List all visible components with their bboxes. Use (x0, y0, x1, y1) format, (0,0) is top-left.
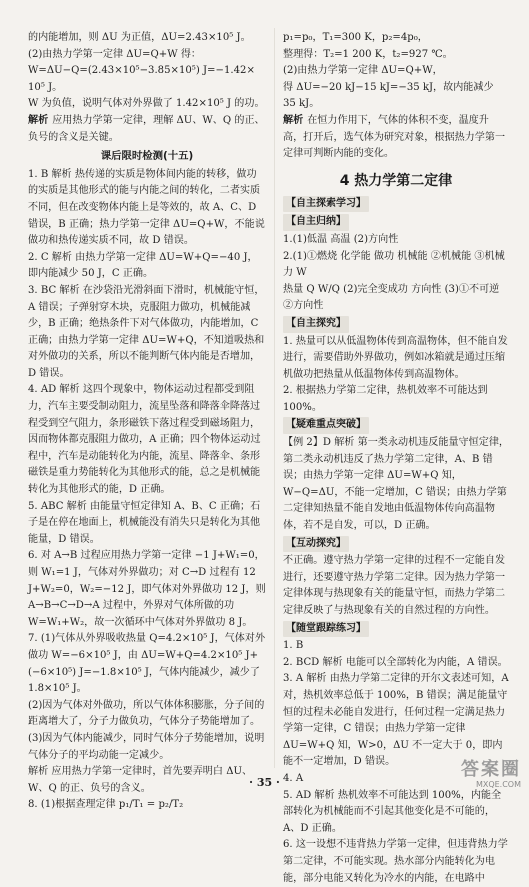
chapter-title: 4 热力学第二定律 (339, 172, 453, 189)
answer-item: 解析 应用热力学第一定律时，首先要弄明白 ΔU、W、Q 的正、负号的含义。 (28, 766, 253, 794)
text-line: (2)由热力学第一定律 ΔU=Q+W， (283, 65, 443, 77)
text-line: W=ΔU−Q=(2.43×10⁵−3.85×10⁵) J=−1.42× (28, 65, 255, 77)
answer-item: (2)因为气体对外做功，所以气体体积膨胀，分子间的距离增大了，分子力做负功，气体分子势能增加了。 (28, 699, 265, 728)
text-line: 10⁵ J。 (28, 81, 63, 93)
text-line: 1.(1)低温 高温 (2)方向性 (283, 233, 399, 245)
answer-item: 6. 对 A→B 过程应用热力学第一定律 −1 J+W₁=0，则 W₁=1 J，气体对外界做功；对 C→D 过程有 12 J+W₂=0，W₂=−12 J，即气体对外界做功 12 J，则 A→B→C→D→A 过程中，外界对气体所做的功 W=W₁+W₂，故一次循环中气体对外界做功 8 J。 (28, 550, 266, 628)
answer-item: 2. C 解析 由热力学第一定律 ΔU=W+Q=−40 J，即内能减少 50 J，C 正确。 (28, 251, 258, 280)
text-line: 的内能增加，则 ΔU 为正值，ΔU=2.43×10⁵ J。 (28, 32, 251, 43)
text-line: 不正确。遵守热力学第一定律的过程不一定能自发进行，还要遵守热力学第二定律。因为热力学第一定律体现与热现象有关的能量守恒，而热力学第二定律反映了与热现象有关的自然过程的方向性。 (283, 555, 506, 616)
text-line: 得 ΔU=−20 kJ−15 kJ=−35 kJ，故内能减少 35 kJ。 (283, 81, 494, 110)
column-divider (274, 28, 275, 768)
watermark-logo (461, 760, 521, 790)
text-line: 整理得：T₂=1 200 K，t₂=927 ℃。 (283, 48, 453, 60)
analysis-paragraph: 解析 在恒力作用下，气体的体积不变，温度升高，打开后，选气体为研究对象，根据热力学第一定律可判断内能的变化。 (283, 114, 506, 160)
answer-item: 6. 这一设想不违背热力学第一定律，但违背热力学第二定律，不可能实现。热水部分内能转化为电能，部分电能又转化为冷水的内能，在电路中 (283, 839, 508, 884)
section-tag: 【自主归纳】 (283, 214, 349, 231)
example-answer: 【例 2】D 解析 第一类永动机违反能量守恒定律，第二类永动机违反了热力学第二定律，A、B 错误；由热力学第一定律 ΔU=W+Q 知，W−Q=ΔU，不能一定增加，C 错误；由热力学第二定律知热量不能自发地由低温物体传向高温物体，若不是自发，可以，D 正确。 (283, 437, 510, 532)
text-line: 1. 热量可以从低温物体传到高温物体，但不能自发进行，需要借助外界做功，例如冰箱就是通过压缩机做功把热量从低温物体传到高温物体。 (283, 335, 508, 380)
watermark-brand: 答案圈 (461, 759, 521, 780)
text-line: ②方向性 (283, 300, 324, 312)
analysis-label: 解析 (283, 114, 304, 126)
answer-item: 1. B (283, 640, 304, 652)
answer-item: 1. B 解析 热传递的实质是物体间内能的转移，做功的实质是其他形式的能与内能之间的转化，二者实质不同，但在改变物体内能上是等效的，故 A、C、D 错误，B 正确；热力学第一定律 ΔU=Q+W，不能说做功和热传递实质不同，故 D 错误。 (28, 168, 265, 247)
section-tag: 【自主探索学习】 (283, 196, 369, 213)
answer-item: 4. AD 解析 这四个现象中，物体运动过程都受到阻力，汽车主要受制动阻力，流星坠落和降落伞降落过程受到空气阻力，条形磁铁下落过程受到磁场阻力，因而物体都克服阻力做功，A 正确；四个物体运动过程中，汽车是动能转化为内能，流星、降落伞、条形磁铁是重力势能转化为其他形式的能，总之是机械能转化为其他形式的能，D 正确。 (28, 384, 261, 496)
answer-item: 4. A (283, 772, 304, 784)
section-tag: 【互动探究】 (283, 536, 349, 553)
text-line: W 为负值，说明气体对外界做了 1.42×10⁵ J 的功。 (28, 98, 265, 110)
text-line: (2)由热力学第一定律 ΔU=Q+W 得： (28, 48, 202, 60)
watermark-url: MXQE.COM (475, 780, 521, 789)
section-tag: 【疑难重点突破】 (283, 417, 369, 434)
answer-item: 2. BCD 解析 电能可以全部转化为内能，A 错误。 (283, 656, 508, 668)
text-line: 2. 根据热力学第二定律，热机效率不可能达到 100%。 (283, 385, 488, 413)
text-line: p₁=p₀，T₁=300 K，p₂=4p₀， (283, 32, 428, 43)
answer-item: 3. BC 解析 在沙袋沿光滑斜面下滑时，机械能守恒，A 错误；子弹射穿木块，克服阻力做功，机械能减少，B 正确；绝热条件下对气体做功，内能增加，C 正确；由热力学第一定律 ΔU=W+Q，不知道吸热和对外做功的关系，所以不能判断气体内能是否增加，D 错误。 (28, 284, 265, 379)
section-tag: 【随堂跟踪练习】 (283, 621, 369, 638)
text-line: 2.(1)①燃烧 化学能 做功 机械能 ②机械能 ③机械力 W (283, 250, 505, 279)
page-number: · 35 · (249, 776, 280, 789)
answer-item: 8. (1)根据查理定律 p₁/T₁ = p₂/T₂ (28, 799, 184, 811)
section-title: 课后限时检测(十五) (100, 150, 194, 163)
section-tag: 【自主探究】 (283, 316, 349, 333)
text-line: 热量 Q W/Q (2)完全变成功 方向性 (3)①不可逆 (283, 283, 500, 295)
analysis-label: 解析 (28, 114, 49, 126)
answer-item: 3. A 解析 由热力学第二定律的开尔文表述可知，A 对，热机效率总低于 100%，B 错误；满足能量守恒的过程未必能自发进行，任何过程一定满足热力学第一定律，C 错误；由热力学第一定律 ΔU=W+Q 知，W>0，ΔU 不一定大于 0，即内能不一定增加，D 错误。 (283, 673, 509, 768)
answer-item: (3)因为气体内能减少，同时气体分子势能增加，说明气体分子的平均动能一定减少。 (28, 732, 265, 761)
analysis-paragraph: 解析 应用热力学第一定律，理解 ΔU、W、Q 的正、负号的含义是关键。 (28, 114, 265, 143)
answer-item: 5. AD 解析 热机效率不可能达到 100%，内能全部转化为机械能而不引起其他变化是不可能的，A、D 正确。 (283, 789, 502, 834)
answer-item: 5. ABC 解析 由能量守恒定律知 A、B、C 正确；石子是在停在地面上，机械能没有消失只是转化为其他能量，D 错误。 (28, 500, 261, 545)
answer-item: 7. (1)气体从外界吸收热量 Q=4.2×10⁵ J，气体对外做功 W=−6×10⁵ J，由 ΔU=W+Q=4.2×10⁵ J+(−6×10⁵) J=−1.8×10⁵ J，气体内能减少，减少了 1.8×10⁵ J。 (28, 633, 266, 695)
left-column (28, 30, 266, 814)
